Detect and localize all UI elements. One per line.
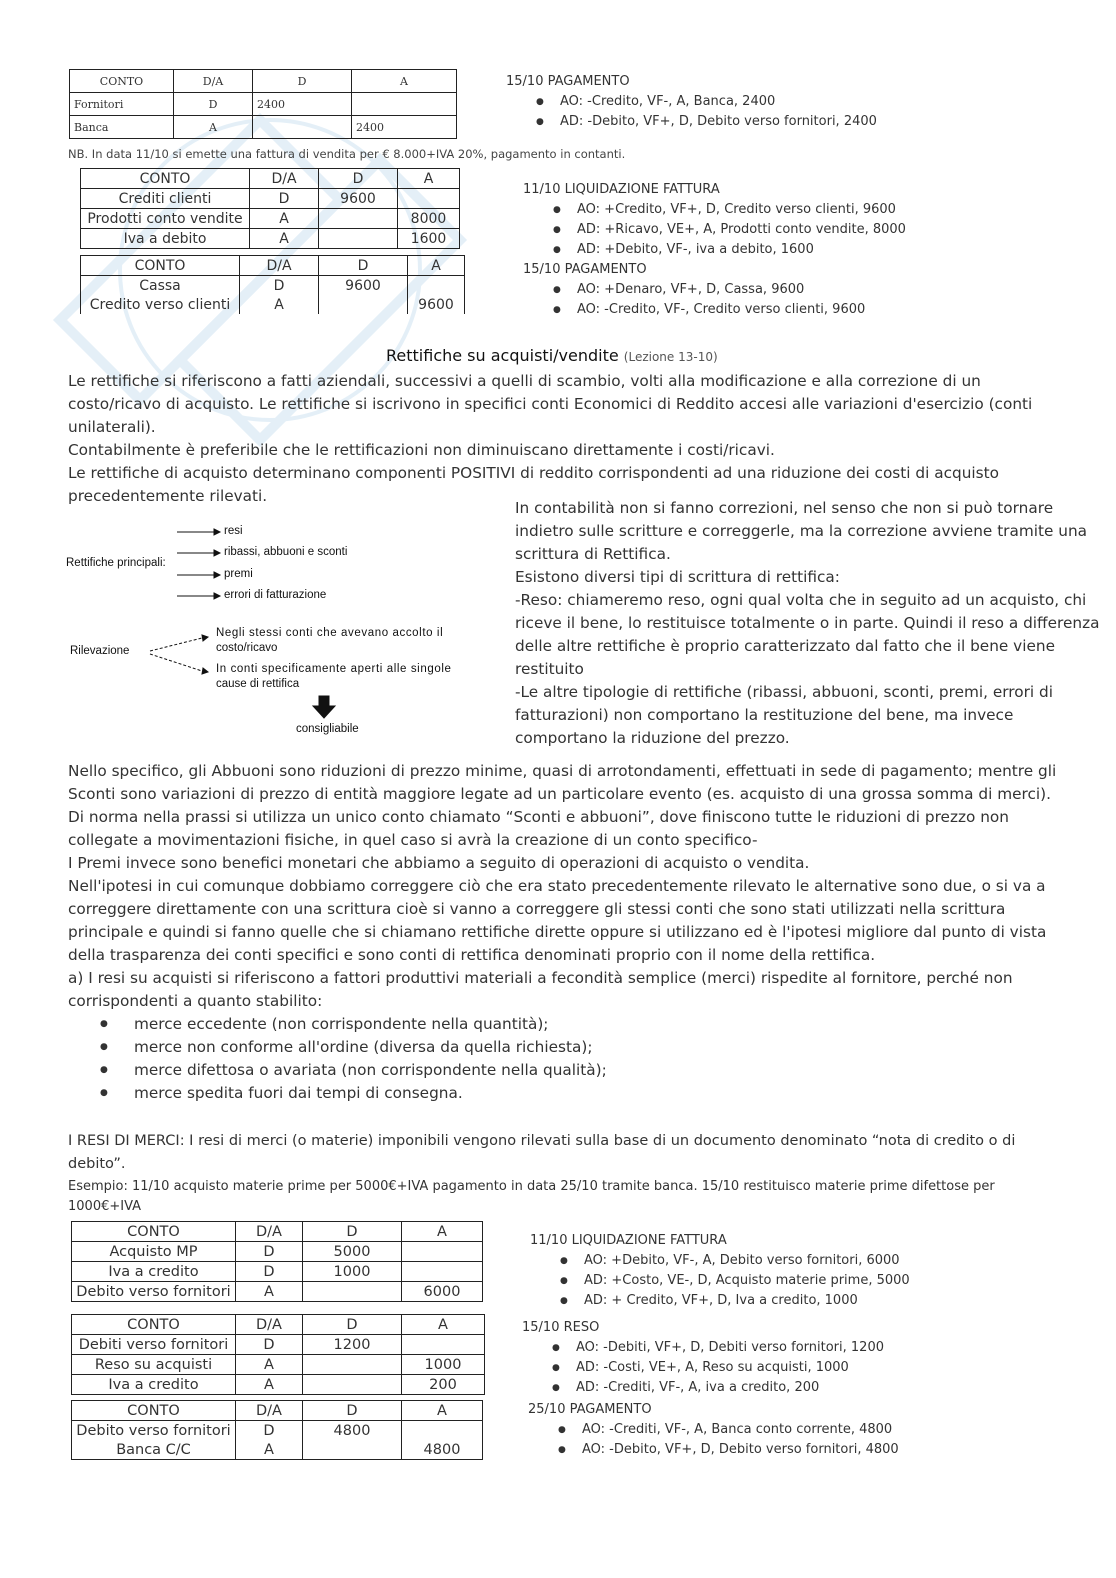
- body-text: Nello specifico, gli Abbuoni sono riduzioni di prezzo minime, quasi di arrotondamenti, effettuati in sede di pagamento; mentre gli Sconti sono variazioni di prezzo di entità maggiore legate ad un particolare evento (es. acquisto di una grossa somma di merci). Di norma nella prassi si utilizza un unico conto chiamato “Sconti e abbuoni”, dove finiscono tutte le riduzioni di prezzo non collegate a movimentazioni fisiche, in quel caso si avrà la creazione di un conto specifico- I Premi invece sono benefici monetari che abbiamo a seguito di operazioni di acquisto o vendita. Nell'ipotesi in cui comunque dobbiamo correggere ciò che era stato precedentemente rilevato le alternative sono due, o si va a correggere direttamente con una scrittura cioè si vanno a correggere gli stessi conti che sono stati utilizzati nella scrittura principale e quindi si fanno quelle che si chiamano rettifiche dirette oppure si utilizzano ed è l'ipotesi migliore dal punto di vista della trasparenza dei conti specifici e sono conti di rettifica denominati proprio con il nome della rettifica. a) I resi su acquisti si riferiscono a fattori produttivi materiali a fecondità semplice (merci) rispedite al fornitore, perché non corrispondenti a quanto stabilito: ● merce eccedente (non corrispondente nella quantità); ● merce non conforme all'ordine (diversa da quella richiesta); ● merce difettosa o avariata (non corrispondente nella qualità); ● merce spedita fuori dai tempi di consegna.: [68, 760, 1058, 1105]
- list-item: ● AO: -Crediti, VF-, A, Banca conto corrente, 4800: [558, 1420, 899, 1440]
- list-item: ● AO: +Debito, VF-, A, Debito verso fornitori, 6000: [560, 1251, 910, 1271]
- table-header-row: CONTO D/A D A: [70, 70, 457, 93]
- list-item: ● AO: -Credito, VF-, Credito verso clienti, 9600: [553, 300, 906, 320]
- list-item: ● AD: -Crediti, VF-, A, iva a credito, 200: [552, 1378, 884, 1398]
- list-item: ● merce non conforme all'ordine (diversa da quella richiesta);: [134, 1036, 1058, 1059]
- journal-liquidazione-1: 11/10 LIQUIDAZIONE FATTURA ● AO: +Credito, VF+, D, Credito verso clienti, 9600 ● AD: +Ricavo, VE+, A, Prodotti conto vendite, 8000 ● AD: +Debito, VF-, iva a debito, 1600 15/10 PAGAMENTO ● AO: +Denaro, VF+, D, Cassa, 9600 ● AO: -Credito, VF-, Credito verso clienti, 9600: [523, 180, 906, 320]
- journal-pagamento-2: 25/10 PAGAMENTO ● AO: -Crediti, VF-, A, Banca conto corrente, 4800 ● AO: -Debito, VF+, D, Debito verso fornitori, 4800: [528, 1400, 899, 1460]
- list-item: ● merce difettosa o avariata (non corrispondente nella qualità);: [134, 1059, 1058, 1082]
- table-reso-acquisti: [71, 1314, 485, 1395]
- table-header-row: CONTO D/A D A: [72, 1222, 483, 1242]
- intro-text: Le rettifiche si riferiscono a fatti aziendali, successivi a quelli di scambio, volti alla modificazione e alla correzione di un costo/ricavo di acquisto. Le rettifiche si iscrivono in specifici conti Economici di Reddito accesi alle variazioni d'esercizio (conti unilaterali). Contabilmente è preferibile che le rettificazioni non diminuiscano direttamente i costi/ricavi. Le rettifiche di acquisto determinano componenti POSITIVI di reddito corrispondenti ad una riduzione dei costi di acquisto precedentemente rilevati.: [68, 372, 1033, 505]
- table-row: Credito verso clienti A 9600: [81, 295, 465, 314]
- branch-errori: errori di fatturazione: [224, 589, 327, 601]
- table-fattura-vendita: [80, 168, 460, 249]
- journal-pagamento-1: 15/10 PAGAMENTO ● AO: -Credito, VF-, A, Banca, 2400 ● AD: -Debito, VF+, D, Debito verso fornitori, 2400: [506, 72, 877, 132]
- journal-reso: 15/10 RESO ● AO: -Debiti, VF+, D, Debiti verso fornitori, 1200 ● AD: -Costi, VE+, A, Reso su acquisti, 1000 ● AD: -Crediti, VF-, A, iva a credito, 200: [522, 1318, 884, 1398]
- list-item: ● AD: +Costo, VE-, D, Acquisto materie prime, 5000: [560, 1271, 910, 1291]
- list-item: ● AD: +Debito, VF-, iva a debito, 1600: [553, 240, 906, 260]
- rettifiche-diagram: Rettifiche principali: resi ribassi, abbuoni e sconti premi errori di fatturazione Rilevazione Negli stessi conti che avevano accolto il costo/ricavo In conti specificamente aperti alle singole cause di rettifica consigliabile: [62, 516, 482, 746]
- table-row: Cassa D 9600: [81, 276, 465, 296]
- list-item: ● AO: +Denaro, VF+, D, Cassa, 9600: [553, 280, 906, 300]
- table-header-row: CONTO D/A D A: [81, 169, 460, 189]
- esempio-text: Esempio: 11/10 acquisto materie prime per 5000€+IVA pagamento in data 25/10 tramite banca. 15/10 restituisco materie prime difettose per 1000€+IVA: [68, 1179, 995, 1214]
- section-heading: Rettifiche su acquisti/vendite (Lezione 13-10): [386, 346, 718, 365]
- list-item: ● AD: + Credito, VF+, D, Iva a credito, 1000: [560, 1291, 910, 1311]
- table-row: Prodotti conto vendite A 8000: [81, 209, 460, 229]
- list-item: ● AD: -Debito, VF+, D, Debito verso fornitori, 2400: [536, 112, 877, 132]
- table-row: Iva a credito A 200: [72, 1375, 485, 1395]
- table-row: Iva a credito D 1000: [72, 1262, 483, 1282]
- list-item: ● AD: +Ricavo, VE+, A, Prodotti conto vendite, 8000: [553, 220, 906, 240]
- branch-premi: premi: [224, 568, 253, 580]
- table-row: Acquisto MP D 5000: [72, 1242, 483, 1262]
- table-row: Crediti clienti D 9600: [81, 189, 460, 209]
- list-item: ● AO: -Credito, VF-, A, Banca, 2400: [536, 92, 877, 112]
- table-row: Iva a debito A 1600: [81, 229, 460, 249]
- journal-liquidazione-2: 11/10 LIQUIDAZIONE FATTURA ● AO: +Debito, VF-, A, Debito verso fornitori, 6000 ● AD: +Costo, VE-, D, Acquisto materie prime, 5000 ● AD: + Credito, VF+, D, Iva a credito, 1000: [530, 1231, 910, 1311]
- list-item: ● AO: +Credito, VF+, D, Credito verso clienti, 9600: [553, 200, 906, 220]
- list-item: ● merce eccedente (non corrispondente nella quantità);: [134, 1013, 1058, 1036]
- list-item: ● AD: -Costi, VE+, A, Reso su acquisti, 1000: [552, 1358, 884, 1378]
- list-item: ● merce spedita fuori dai tempi di consegna.: [134, 1082, 1058, 1105]
- note-nb: NB. In data 11/10 si emette una fattura di vendita per € 8.000+IVA 20%, pagamento in contanti.: [68, 147, 626, 161]
- table-header-row: CONTO D/A D A: [72, 1401, 483, 1421]
- resi-merci-text: I RESI DI MERCI: I resi di merci (o materie) imponibili vengono rilevati sulla base di un documento denominato “nota di credito o di debito”.: [68, 1133, 1016, 1172]
- table-cassa: [80, 255, 465, 314]
- table-row: Debito verso fornitori A 6000: [72, 1282, 483, 1302]
- table-row: Debito verso fornitori D 4800: [72, 1421, 483, 1441]
- branch-resi: resi: [224, 525, 243, 537]
- table-pagamento-banca: [71, 1400, 483, 1460]
- resi-list: [68, 1013, 1058, 1105]
- table-row: Fornitori D 2400: [70, 93, 457, 116]
- branch-ribassi: ribassi, abbuoni e sconti: [224, 546, 348, 558]
- table-row: Reso su acquisti A 1000: [72, 1355, 485, 1375]
- table-row: Banca A 2400: [70, 116, 457, 139]
- list-item: ● AO: -Debiti, VF+, D, Debiti verso fornitori, 1200: [552, 1338, 884, 1358]
- table-row: Banca C/C A 4800: [72, 1440, 483, 1460]
- list-item: ● AO: -Debito, VF+, D, Debito verso fornitori, 4800: [558, 1440, 899, 1460]
- table-row: Debiti verso fornitori D 1200: [72, 1335, 485, 1355]
- table-header-row: CONTO D/A D A: [72, 1315, 485, 1335]
- table-fornitori-banca: [69, 69, 457, 139]
- table-acquisto-mp: [71, 1221, 483, 1302]
- table-header-row: CONTO D/A D A: [81, 256, 465, 276]
- right-text: In contabilità non si fanno correzioni, nel senso che non si può tornare indietro sulle scritture e correggerle, ma la correzione avviene tramite una scrittura di Rettifica. Esistono diversi tipi di scrittura di rettifica: -Reso: chiameremo reso, ogni qual volta che in seguito ad un acquisto, chi riceve il bene, lo restituisce totalmente o in parte. Quindi il reso a differenza delle altre rettifiche è proprio caratterizzato dal fatto che il bene viene restituito -Le altre tipologie di rettifiche (ribassi, abbuoni, sconti, premi, errori di fatturazioni) non comportano la restituzione del bene, ma invece comportano la riduzione del prezzo.: [515, 499, 1100, 747]
